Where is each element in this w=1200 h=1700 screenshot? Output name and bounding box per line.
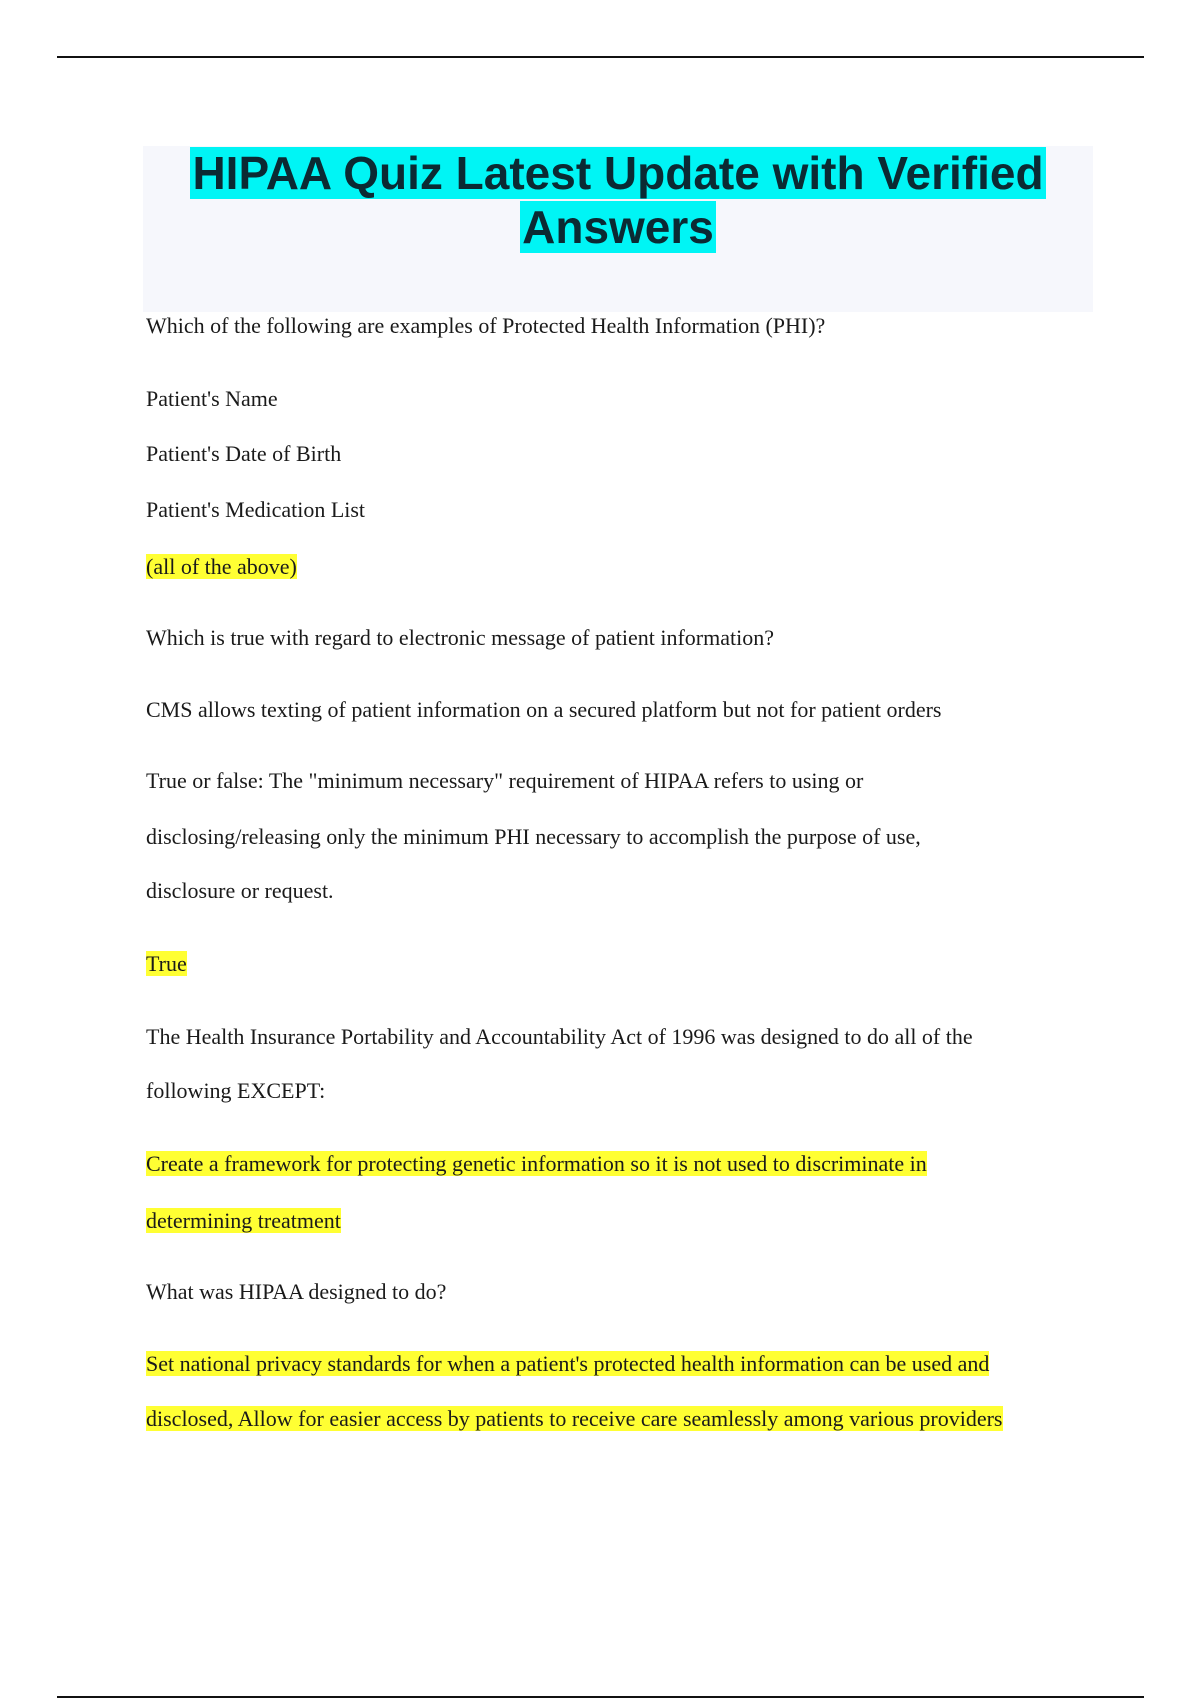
- question-3-line-2: disclosing/releasing only the minimum PHI necessary to accomplish the purpose of use,: [146, 824, 921, 849]
- answer-4-line-1: Create a framework for protecting genetic information so it is not used to discriminate in: [146, 1151, 927, 1176]
- question-4-line-1: The Health Insurance Portability and Accountability Act of 1996 was designed to do all of the: [146, 1024, 973, 1049]
- page-title-text: HIPAA Quiz Latest Update with Verified Answers: [192, 147, 1044, 253]
- answer-1: (all of the above): [146, 554, 297, 579]
- option-medication-list: Patient's Medication List: [146, 497, 366, 522]
- question-5: What was HIPAA designed to do?: [146, 1279, 447, 1304]
- option-patient-name: Patient's Name: [146, 386, 278, 411]
- bottom-rule: [57, 1696, 1144, 1698]
- page-title: [143, 146, 1093, 254]
- question-3-line-3: disclosure or request.: [146, 878, 334, 903]
- top-rule: [57, 56, 1144, 58]
- question-4-line-2: following EXCEPT:: [146, 1078, 326, 1103]
- answer-4-line-2: determining treatment: [146, 1208, 341, 1233]
- question-3-line-1: True or false: The "minimum necessary" requirement of HIPAA refers to using or: [146, 768, 864, 793]
- question-1: Which of the following are examples of Protected Health Information (PHI)?: [146, 313, 826, 338]
- answer-5-line-1: Set national privacy standards for when a patient's protected health information can be used and: [146, 1351, 990, 1376]
- answer-2: CMS allows texting of patient information on a secured platform but not for patient orders: [146, 697, 942, 722]
- option-date-of-birth: Patient's Date of Birth: [146, 441, 342, 466]
- question-2: Which is true with regard to electronic message of patient information?: [146, 625, 774, 650]
- answer-5-line-2: disclosed, Allow for easier access by patients to receive care seamlessly among various providers: [146, 1406, 1003, 1431]
- answer-3: True: [146, 951, 187, 976]
